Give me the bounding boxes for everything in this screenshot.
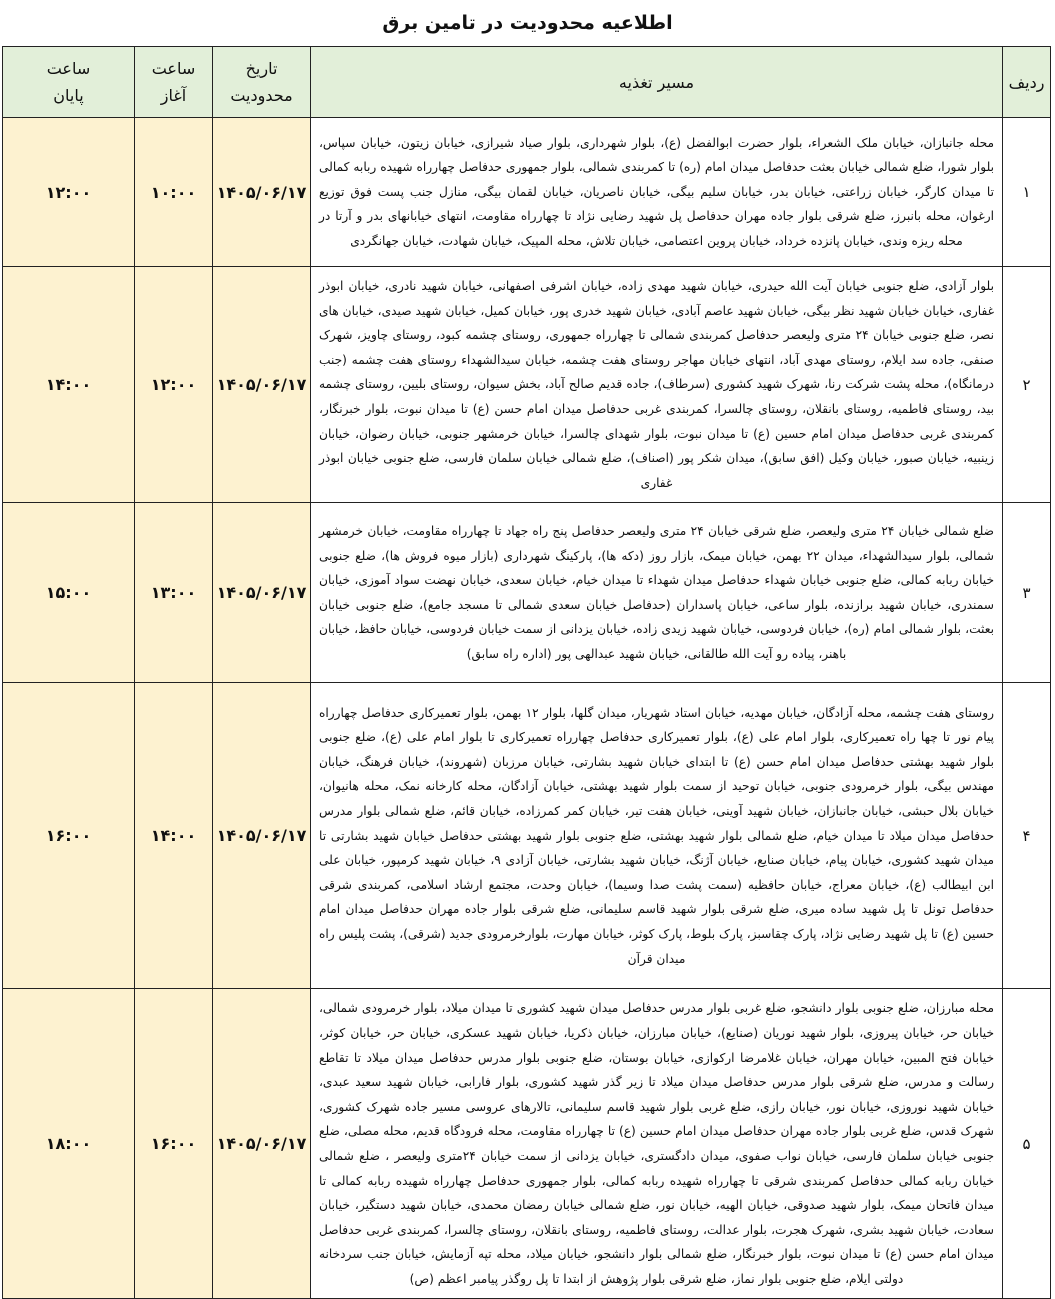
title-bar bbox=[0, 0, 1055, 46]
table-header-row bbox=[3, 47, 1051, 118]
header-date: تاریخ محدودیت bbox=[213, 47, 311, 118]
page-title: اطلاعیه محدودیت در تامین برق bbox=[382, 12, 673, 34]
outage-table bbox=[2, 46, 1051, 1299]
date-cell: ۱۴۰۵/۰۶/۱۷ bbox=[213, 118, 311, 267]
route-cell: محله جانبازان، خیابان ملک الشعراء، بلوار حضرت ابوالفضل (ع)، بلوار شهرداری، بلوار صیاد شیرازی، خیابان زیتون، خیابان سپاس، بلوار شورا، ضلع شمالی خیابان بعثت حدفاصل میدان امام (ره) تا کمربندی شمالی، بلوار جمهوری حدفاصل چهارراه شهیده ربابه کمالی تا میدان کارگر، خیابان زراعتی، خیابان بدر، خیابان سلیم بیگی، خیابان ناصریان، خیابان لقمان بیگی، منازل جنب پست فوق توزیع ارغوان، محله بانبرز، ضلع شرقی بلوار جاده مهران حدفاصل پل شهید رضایی نژاد تا چهارراه مقاومت، انتهای خیابانهای بدر و آرتا در محله ریزه وندی، خیابان پانزده خرداد، خیابان پروین اعتصامی، خیابان تلاش، محله المپیک، خیابان شهادت، خیابان جهانگردی bbox=[311, 118, 1003, 267]
end-time-cell: ۱۵:۰۰ bbox=[3, 503, 135, 683]
end-time-cell: ۱۶:۰۰ bbox=[3, 683, 135, 989]
end-time-cell: ۱۴:۰۰ bbox=[3, 267, 135, 503]
row-number: ۴ bbox=[1003, 683, 1051, 989]
end-time-cell: ۱۲:۰۰ bbox=[3, 118, 135, 267]
date-cell: ۱۴۰۵/۰۶/۱۷ bbox=[213, 683, 311, 989]
route-cell: بلوار آزادی، ضلع جنوبی خیابان آیت الله حیدری، خیابان شهید مهدی زاده، خیابان اشرفی اصفهانی، خیابان شهید نادری، خیابان ابوذر غفاری، خیابان خیابان شهید نظر بیگی، خیابان شهید عاصم آبادی، خیابان شهید خدری پور، خیابان کمیل، خیابان شهید صیدی، خیابان های نصر، ضلع جنوبی خیابان ۲۴ متری ولیعصر حدفاصل کمربندی شمالی تا چهارراه جمهوری، روستای چشمه کبود، روستای چاویز، شهرک صنفی، جاده سد ایلام، روستای مهدی آباد، انتهای خیابان مهاجر روستای هفت چشمه، خیابان سیدالشهداء روستای هفت چشمه (جنب درمانگاه)، محله پشت شرکت رنا، شهرک شهید کشوری (سرطاف)، جاده قدیم صالح آباد، بخش سیوان، روستای بلیین، روستای چشمه بید، روستای فاطمیه، روستای بانقلان، روستای چالسرا، کمربندی غربی حدفاصل میدان امام حسن (ع) تا میدان نبوت، بلوار خبرنگار، کمربندی غربی حدفاصل میدان امام حسین (ع) تا میدان نبوت، بلوار شهدای چالسرا، خیابان خرمشهر جنوبی، خیابان رضوان، خیابان زینبیه، خیابان صبور، خیابان وکیل (افق سابق)، میدان شکر پور (اصناف)، ضلع شمالی خیابان سلمان فارسی، ضلع جنوبی خیابان ابوذر غفاری bbox=[311, 267, 1003, 503]
start-time-cell: ۱۶:۰۰ bbox=[135, 989, 213, 1299]
header-row-no: ردیف bbox=[1003, 47, 1051, 118]
table-row bbox=[3, 683, 1051, 989]
row-number: ۱ bbox=[1003, 118, 1051, 267]
date-cell: ۱۴۰۵/۰۶/۱۷ bbox=[213, 503, 311, 683]
table-row bbox=[3, 118, 1051, 267]
route-cell: روستای هفت چشمه، محله آزادگان، خیابان مهدیه، خیابان استاد شهریار، میدان گلها، بلوار ۱۲ بهمن، بلوار تعمیرکاری حدفاصل چهارراه پیام نور تا چها راه تعمیرکاری، بلوار امام علی (ع)، بلوار تعمیرکاری حدفاصل چهارراه تعمیرکاری تا بلوار امام علی (ع)، ضلع جنوبی بلوار شهید بهشتی حدفاصل میدان امام حسن (ع) تا ابتدای خیابان شهید بشارتی، خیابان مرزبان (شهروند)، خیابان فرهنگ، خیابان مهندس بیگی، بلوار خرمرودی جنوبی، خیابان توحید از سمت بلوار شهید بهشتی، خیابان آزادگان، محله کارخانه نمک، محله هانیوان، خیابان بلال حبشی، خیابان جانبازان، خیابان شهید آوینی، خیابان هفت تیر، خیابان کمر کمرزاده، خیابان قائم، ضلع شمالی بلوار مدرس حدفاصل میدان میلاد تا میدان خیام، ضلع شمالی بلوار شهید بهشتی، ضلع جنوبی بلوار شهید بهشتی حدفاصل خیابان شهید بشارتی تا میدان شهید کشوری، خیابان پیام، خیابان صنایع، خیابان آژنگ، خیابان شهید بشارتی، خیابان آزادی ۹، خیابان شهید کرمپور، خیابان علی ابن ابیطالب (ع)، خیابان معراج، خیابان حافظیه (سمت پشت صدا وسیما)، خیابان وحدت، مجتمع ارشاد اسلامی، کمربندی شرقی حدفاصل تونل تا پل شهید ساده میری، ضلع شرقی بلوار شهید قاسم سلیمانی، ضلع شرقی بلوار جاده مهران حدفاصل میدان امام حسین (ع) تا پل شهید رضایی نژاد، پارک چقاسبز، پارک بلوط، پارک کوثر، خیابان مهارت، بلوارخرمرودی جدید (شرقی)، پشت پلیس راه میدان قرآن bbox=[311, 683, 1003, 989]
header-start-time: ساعت آغاز bbox=[135, 47, 213, 118]
start-time-cell: ۱۴:۰۰ bbox=[135, 683, 213, 989]
start-time-cell: ۱۲:۰۰ bbox=[135, 267, 213, 503]
start-time-cell: ۱۰:۰۰ bbox=[135, 118, 213, 267]
header-route: مسیر تغذیه bbox=[311, 47, 1003, 118]
route-cell: محله مبارزان، ضلع جنوبی بلوار دانشجو، ضلع غربی بلوار مدرس حدفاصل میدان شهید کشوری تا میدان میلاد، بلوار خرمرودی شمالی، خیابان حر، خیابان پیروزی، بلوار شهید نوریان (صنایع)، خیابان مبارزان، خیابان ذکریا، خیابان شهید عسکری، خیابان حر، خیابان کوثر، خیابان فتح المبین، خیابان مهران، خیابان غلامرضا ارکوازی، خیابان بوستان، ضلع جنوبی بلوار مدرس حدفاصل میدان میلاد تا تقاطع رسالت و مدرس، ضلع شرقی بلوار مدرس حدفاصل میدان میلاد تا زیر گذر شهید کشوری، بلوار فارابی، خیابان شهید سعید عبدی، خیابان شهید نوروزی، خیابان نور، خیابان رازی، ضلع غربی بلوار شهید قاسم سلیمانی، تالارهای عروسی مسیر جاده شهرک کشوری، شهرک قدس، ضلع غربی بلوار جاده مهران حدفاصل میدان امام حسین (ع) تا چهارراه مقاومت، محله فرودگاه قدیم، محله مصلی، ضلع جنوبی خیابان سلمان فارسی، خیابان نواب صفوی، میدان دادگستری، خیابان یزدانی از سمت خیابان ۲۴متری ولیعصر ، ضلع شمالی خیابان ربابه کمالی حدفاصل کمربندی شرقی تا چهارراه شهیده ربابه کمالی، بلوار جمهوری حدفاصل چهارراه شهیده ربابه کمالی تا میدان فاتحان میمک، بلوار شهید صدوقی، خیابان الهیه، خیابان نور، ضلع شمالی خیابان رمضان محمدی، خیابان شهید دستگیر، خیابان سعادت، خیابان شهید بشری، شهرک هجرت، بلوار عدالت، روستای فاطمیه، روستای بانقلان، روستای چالسرا، کمربندی غربی حدفاصل میدان امام حسن (ع) تا میدان نبوت، بلوار خبرنگار، ضلع شمالی بلوار دانشجو، خیابان میلاد، محله تپه آزمایش، خیابان جنب سردخانه دولتی ایلام، ضلع جنوبی بلوار نماز، ضلع شرقی بلوار پژوهش از ابتدا تا پل روگذر پیامبر اعظم (ص) bbox=[311, 989, 1003, 1299]
date-cell: ۱۴۰۵/۰۶/۱۷ bbox=[213, 989, 311, 1299]
start-time-cell: ۱۳:۰۰ bbox=[135, 503, 213, 683]
end-time-cell: ۱۸:۰۰ bbox=[3, 989, 135, 1299]
row-number: ۳ bbox=[1003, 503, 1051, 683]
table-row bbox=[3, 989, 1051, 1299]
table-row bbox=[3, 267, 1051, 503]
row-number: ۵ bbox=[1003, 989, 1051, 1299]
route-cell: ضلع شمالی خیابان ۲۴ متری ولیعصر، ضلع شرقی خیابان ۲۴ متری ولیعصر حدفاصل پنج راه جهاد تا چهارراه مقاومت، خیابان خرمشهر شمالی، بلوار سیدالشهداء، میدان ۲۲ بهمن، خیابان میمک، بازار روز (دکه ها)، پارکینگ شهرداری (بازار میوه فروش ها)، ضلع جنوبی خیابان ربابه کمالی، ضلع جنوبی خیابان شهداء حدفاصل میدان شهداء تا میدان خیام، خیابان سعدی، خیابان نهضت سواد آموزی، خیابان سمندری، خیابان شهید برازنده، بلوار ساعی، خیابان پاسداران (حدفاصل خیابان سعدی شمالی تا مسجد جامع)، ضلع جنوبی خیابان بعثت، بلوار شمالی امام (ره)، خیابان فردوسی، خیابان شهید زیدی زاده، خیابان یزدانی از سمت خیابان فردوسی، خیابان حافظ، خیابان باهنر، پیاده رو آیت الله طالقانی، خیابان شهید عبدالهی پور (اداره راه سابق) bbox=[311, 503, 1003, 683]
table-row bbox=[3, 503, 1051, 683]
date-cell: ۱۴۰۵/۰۶/۱۷ bbox=[213, 267, 311, 503]
row-number: ۲ bbox=[1003, 267, 1051, 503]
header-end-time: ساعت پایان bbox=[3, 47, 135, 118]
